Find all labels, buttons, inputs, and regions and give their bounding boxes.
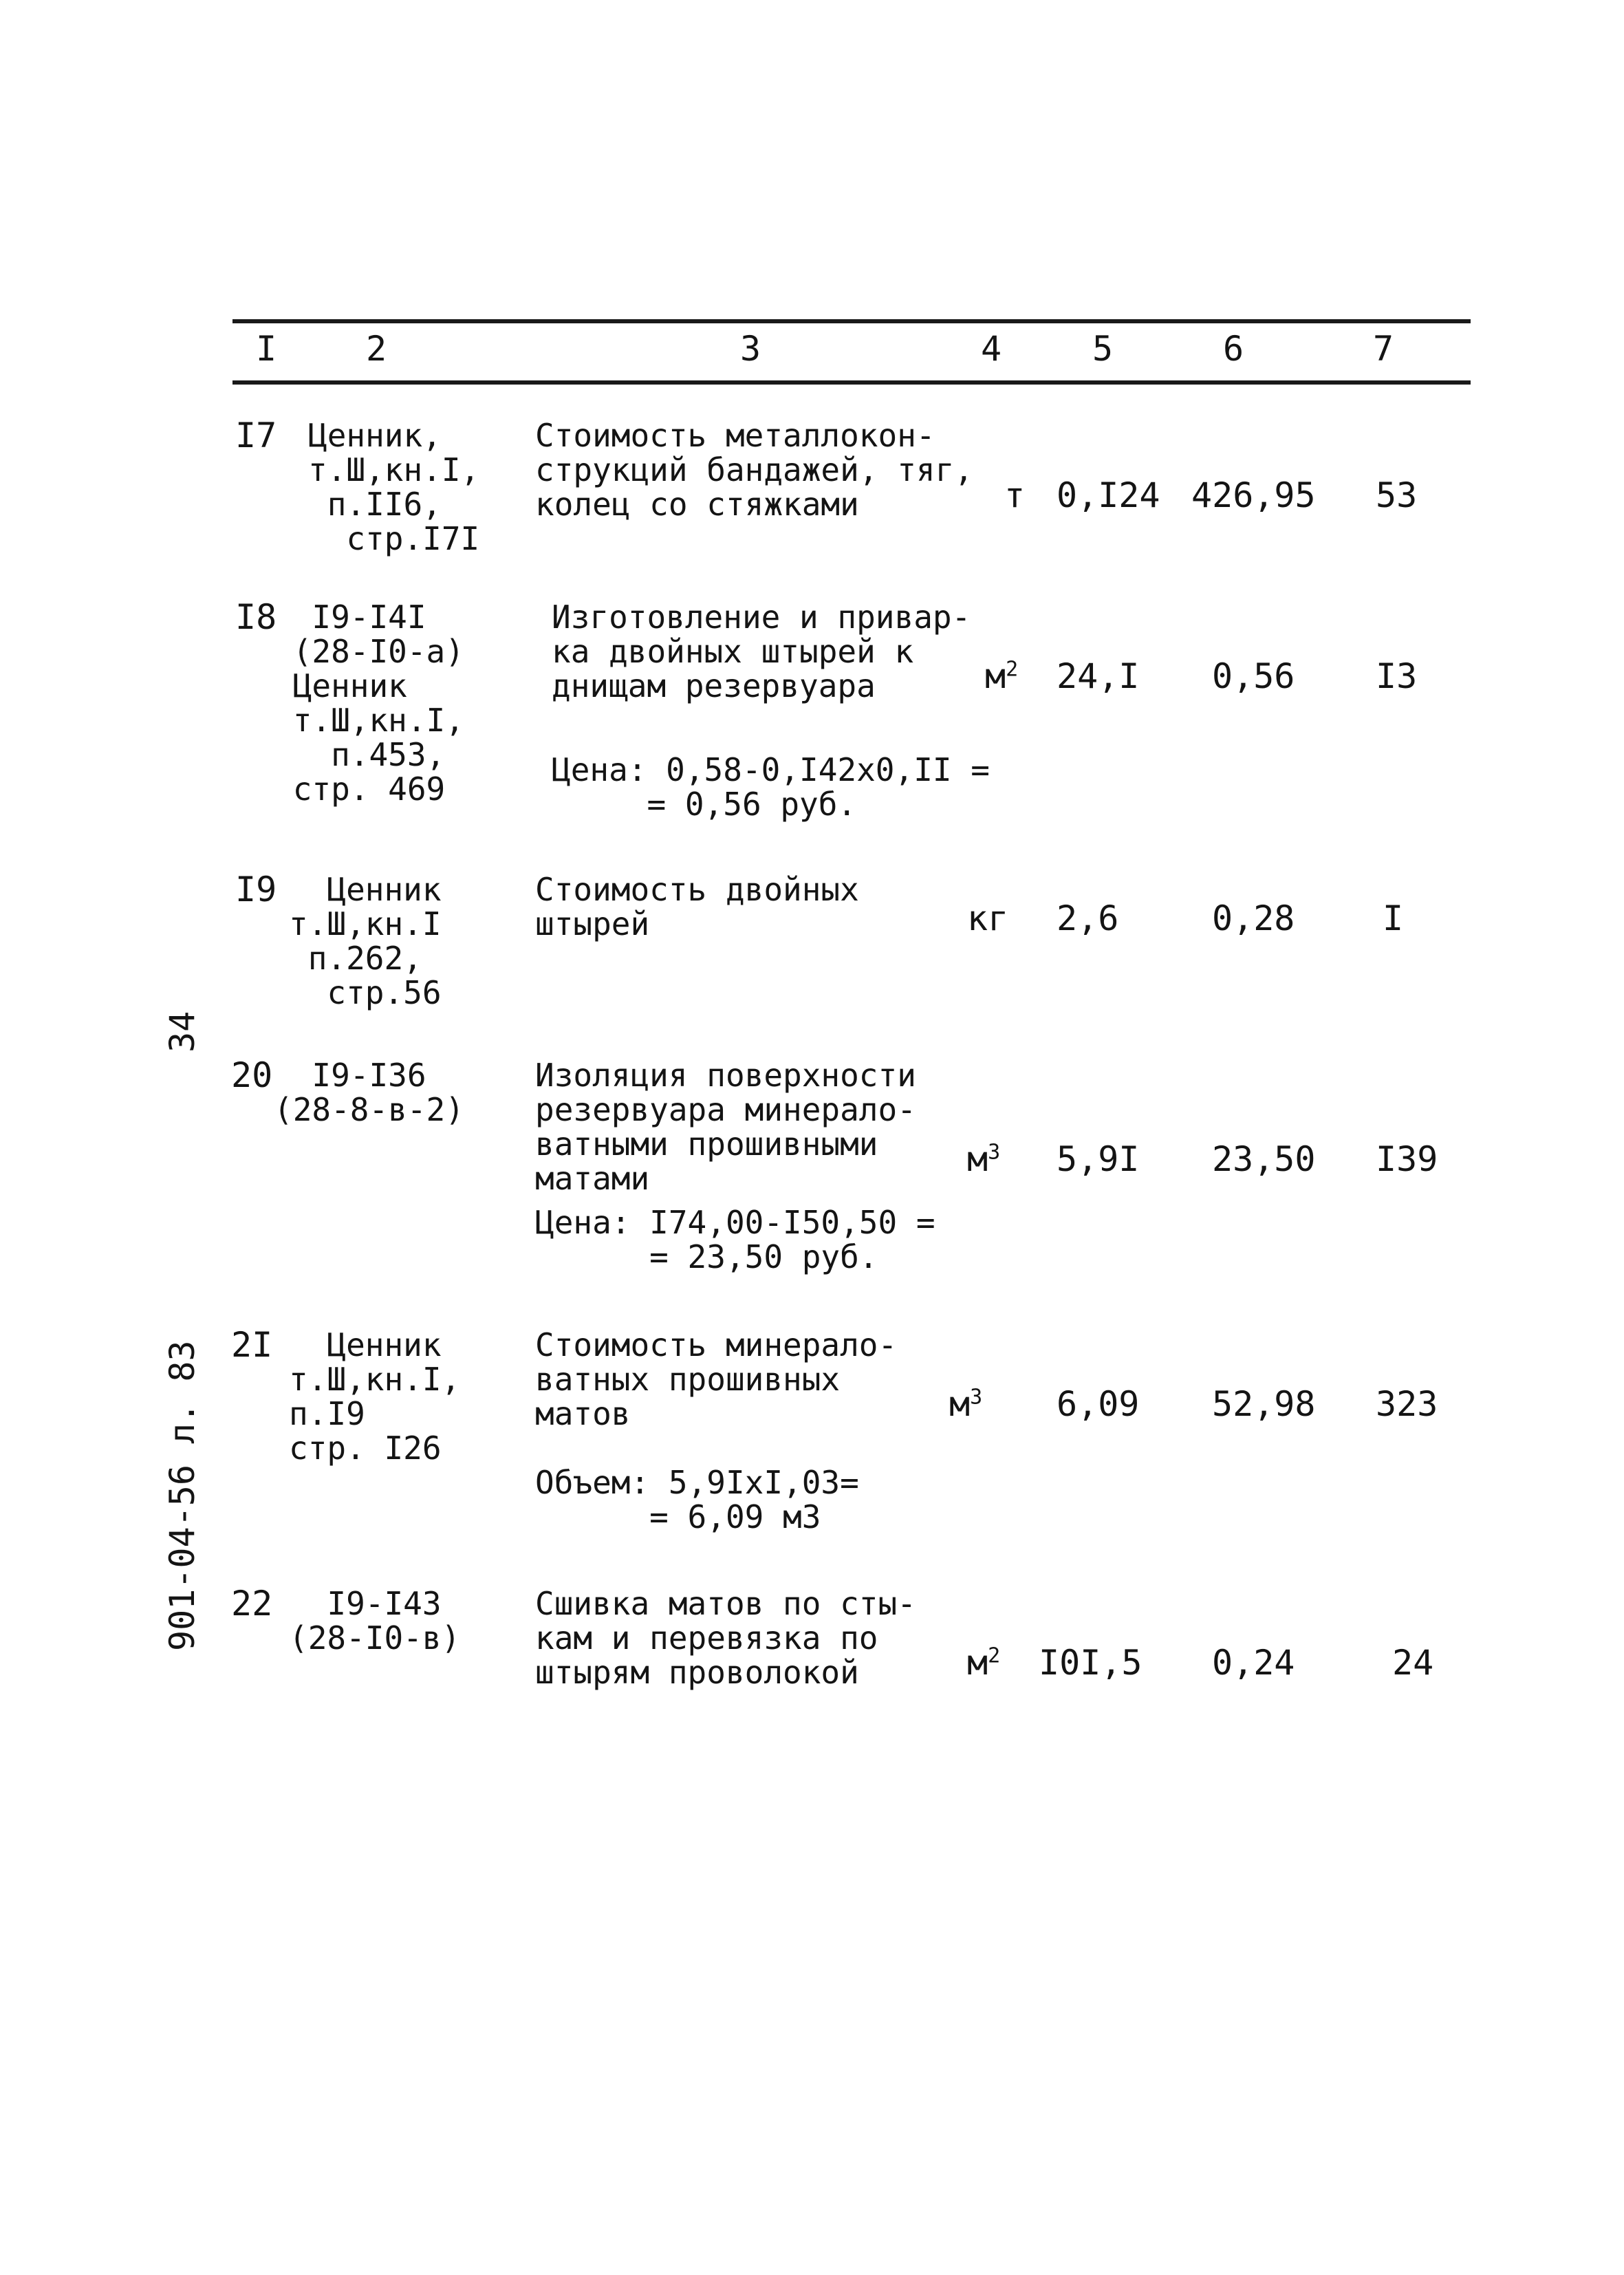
col-header-3: 3 <box>740 329 761 369</box>
row-quantity: 5,9I <box>1057 1139 1140 1179</box>
col-header-7: 7 <box>1373 329 1394 369</box>
col-header-5: 5 <box>1092 329 1114 369</box>
row-reference: I9-I36 (28-8-в-2) <box>274 1057 464 1128</box>
row-description: Стоимость металлокон- струкций бандажей, тяг, колец со стяжками <box>535 417 973 523</box>
table-header-rule <box>232 380 1471 385</box>
col-header-1: I <box>256 329 277 369</box>
row-quantity: I0I,5 <box>1039 1643 1143 1683</box>
row-unit: $м^2$ <box>985 656 1019 696</box>
row-quantity: 0,I24 <box>1057 475 1160 515</box>
row-quantity: 24,I <box>1057 656 1140 696</box>
row-total: 53 <box>1376 475 1418 515</box>
table-top-rule <box>232 319 1471 323</box>
row-reference: Ценник т.Ш,кн.I, п.I9 стр. I26 <box>289 1326 461 1467</box>
row-quantity: 6,09 <box>1057 1384 1140 1424</box>
row-price: 23,50 <box>1212 1139 1316 1179</box>
row-total: I3 <box>1376 656 1418 696</box>
row-unit: кг <box>967 898 1009 938</box>
row-reference: I9-I43 (28-I0-в) <box>289 1585 461 1657</box>
row-price: 0,56 <box>1212 656 1295 696</box>
row-unit: $м^2$ <box>967 1643 1001 1683</box>
row-unit: т <box>1004 475 1026 515</box>
row-reference: Ценник т.Ш,кн.I п.262, стр.56 <box>289 871 442 1011</box>
row-number: 22 <box>231 1584 273 1624</box>
row-number: I8 <box>235 597 277 637</box>
row-number: I9 <box>235 870 277 909</box>
row-description: Стоимость минерало- ватных прошивных матов <box>535 1326 898 1432</box>
row-quantity: 2,6 <box>1057 898 1119 938</box>
row-reference: Ценник, т.Ш,кн.I, п.II6, стр.I7I <box>308 417 480 557</box>
row-description: Изготовление и привар- ка двойных штырей к днищам резервуара <box>552 599 971 704</box>
row-number: I7 <box>235 416 277 455</box>
row-number: 2I <box>231 1325 273 1365</box>
row-calculation-note: Цена: 0,58-0,I42x0,II = = 0,56 руб. <box>552 751 990 823</box>
row-unit: $м^3$ <box>967 1139 1001 1179</box>
row-price: 0,28 <box>1212 898 1295 938</box>
row-total: I <box>1383 898 1404 938</box>
col-header-2: 2 <box>366 329 387 369</box>
row-total: 323 <box>1376 1384 1438 1424</box>
row-description: Стоимость двойных штырей <box>535 871 859 942</box>
row-total: 24 <box>1392 1643 1434 1683</box>
row-description: Изоляция поверхности резервуара минерало- ватными прошивными матами <box>535 1057 916 1197</box>
row-calculation-note: Объем: 5,9IxI,03= = 6,09 м3 <box>535 1464 859 1535</box>
col-header-6: 6 <box>1223 329 1244 369</box>
row-price: 52,98 <box>1212 1384 1316 1424</box>
row-calculation-note: Цена: I74,00-I50,50 = = 23,50 руб. <box>535 1204 935 1275</box>
side-note-page-number: 34 <box>162 1011 202 1053</box>
col-header-4: 4 <box>981 329 1002 369</box>
row-unit: $м^3$ <box>949 1384 983 1424</box>
row-price: 0,24 <box>1212 1643 1295 1683</box>
row-number: 20 <box>231 1055 273 1095</box>
row-description: Сшивка матов по сты- кам и перевязка по штырям проволокой <box>535 1585 916 1691</box>
row-reference: I9-I4I (28-I0-а) Ценник т.Ш,кн.I, п.453, стр. 469 <box>292 599 464 808</box>
row-price: 426,95 <box>1191 475 1316 515</box>
side-note-document-code: 901-04-56 л. 83 <box>162 1340 202 1651</box>
row-total: I39 <box>1376 1139 1438 1179</box>
